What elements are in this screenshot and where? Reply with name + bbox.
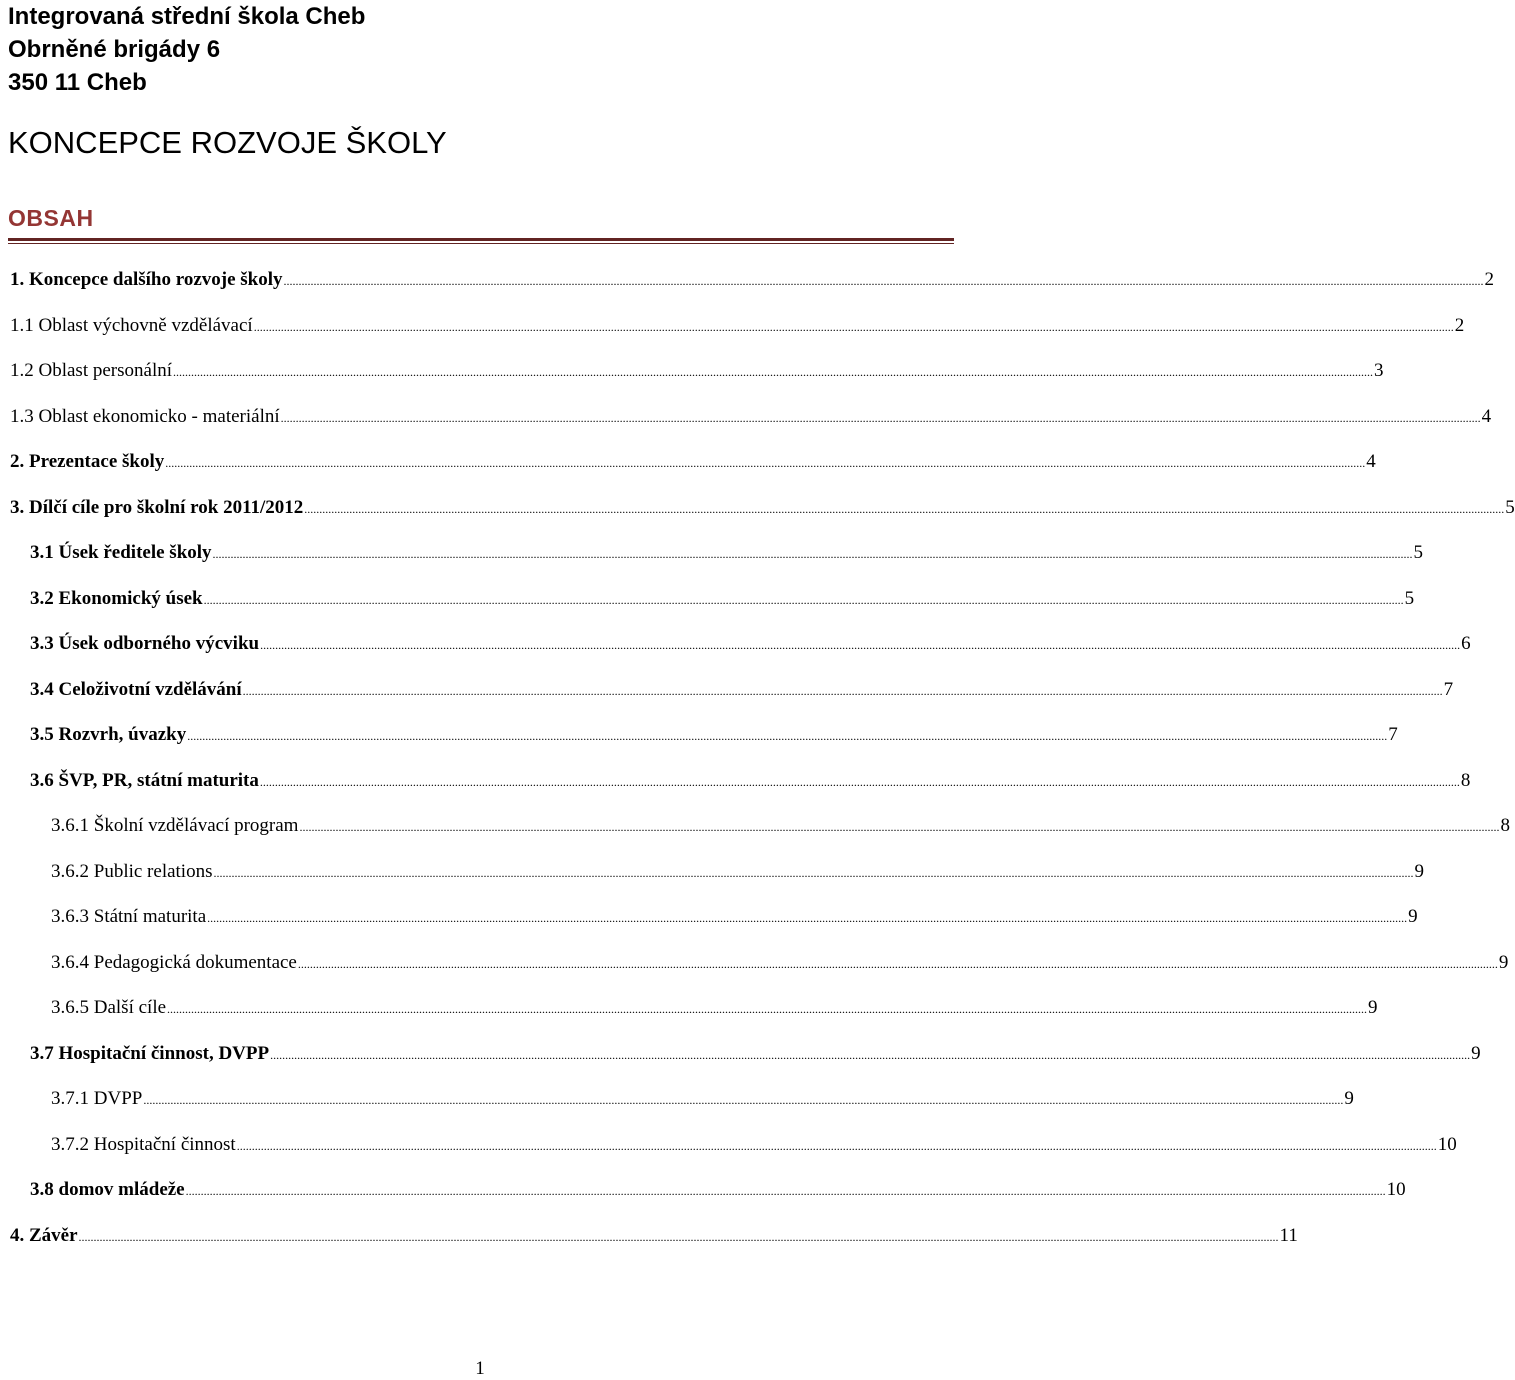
school-name: Integrovaná střední škola Cheb <box>8 3 366 30</box>
toc-entry-page: 7 <box>1443 679 1454 700</box>
toc-entry-page: 4 <box>1366 451 1376 472</box>
toc-entry[interactable] <box>30 763 1471 793</box>
toc-entry[interactable] <box>30 672 1454 702</box>
toc-entry[interactable] <box>10 262 1495 292</box>
toc-entry[interactable] <box>30 626 1471 656</box>
toc-entry[interactable] <box>30 535 1424 565</box>
toc-leader-dots: ................................................................................................................................................................................................................................................................................................................................................................................................................ <box>173 365 1374 379</box>
toc-entry-page: 9 <box>1408 906 1418 927</box>
toc-leader-dots: ................................................................................................................................................................................................................................................................................................................................................................................................................ <box>270 1048 1471 1062</box>
toc-entry[interactable] <box>51 990 1378 1020</box>
toc-leader-dots: ................................................................................................................................................................................................................................................................................................................................................................................................................ <box>203 593 1404 607</box>
toc-entry[interactable] <box>10 444 1376 474</box>
toc-entry[interactable] <box>51 945 1509 975</box>
toc-entry-page: 9 <box>1414 861 1424 882</box>
toc-entry-page: 11 <box>1279 1225 1298 1246</box>
toc-leader-dots: ................................................................................................................................................................................................................................................................................................................................................................................................................ <box>185 1184 1386 1198</box>
toc-entry-label: 1. Koncepce dalšího rozvoje školy <box>10 269 283 290</box>
toc-leader-dots: ................................................................................................................................................................................................................................................................................................................................................................................................................ <box>304 502 1505 516</box>
toc-leader-dots: ................................................................................................................................................................................................................................................................................................................................................................................................................ <box>187 729 1388 743</box>
toc-entry[interactable] <box>10 399 1492 429</box>
toc-entry-label: 3.3 Úsek odborného výcviku <box>30 633 260 654</box>
toc-entry-page: 2 <box>1484 269 1495 290</box>
page-number: 1 <box>475 1358 485 1379</box>
toc-entry-page: 4 <box>1481 406 1492 427</box>
toc-entry-page: 5 <box>1413 542 1424 563</box>
toc-entry-page: 2 <box>1454 315 1465 336</box>
toc-leader-dots: ................................................................................................................................................................................................................................................................................................................................................................................................................ <box>283 274 1484 288</box>
toc-leader-dots: ................................................................................................................................................................................................................................................................................................................................................................................................................ <box>212 547 1413 561</box>
toc-heading: OBSAH <box>8 205 94 231</box>
toc-entry-page: 10 <box>1437 1134 1457 1155</box>
toc-entry[interactable] <box>51 1081 1354 1111</box>
toc-entry-label: 3.6.4 Pedagogická dokumentace <box>51 952 297 973</box>
toc-entry-page: 3 <box>1374 360 1384 381</box>
toc-entry-label: 3.4 Celoživotní vzdělávání <box>30 679 242 700</box>
toc-entry[interactable] <box>30 581 1415 611</box>
toc-leader-dots: ................................................................................................................................................................................................................................................................................................................................................................................................................ <box>260 638 1461 652</box>
toc-entry-page: 7 <box>1388 724 1398 745</box>
document-title: KONCEPCE ROZVOJE ŠKOLY <box>8 125 447 160</box>
toc-entry[interactable] <box>30 717 1398 747</box>
toc-leader-dots: ................................................................................................................................................................................................................................................................................................................................................................................................................ <box>165 456 1366 470</box>
toc-leader-dots: ................................................................................................................................................................................................................................................................................................................................................................................................................ <box>259 775 1460 789</box>
toc-entry-label: 4. Závěr <box>10 1225 78 1246</box>
toc-entry[interactable] <box>30 1036 1481 1066</box>
heading-rule-thin <box>8 243 954 244</box>
toc-entry-label: 1.2 Oblast personální <box>10 360 173 381</box>
school-city: 350 11 Cheb <box>8 69 147 96</box>
toc-leader-dots: ................................................................................................................................................................................................................................................................................................................................................................................................................ <box>213 866 1414 880</box>
toc-entry-page: 5 <box>1404 588 1415 609</box>
toc-entry[interactable] <box>51 808 1510 838</box>
toc-entry-label: 3.6 ŠVP, PR, státní maturita <box>30 770 259 791</box>
toc-entry-label: 3.7.2 Hospitační činnost <box>51 1134 236 1155</box>
toc-entry[interactable] <box>30 1172 1406 1202</box>
school-address <box>8 0 365 99</box>
toc-entry-label: 1.1 Oblast výchovně vzdělávací <box>10 315 253 336</box>
toc-entry[interactable] <box>10 353 1384 383</box>
toc-entry-page: 9 <box>1368 997 1378 1018</box>
toc-entry[interactable] <box>10 490 1515 520</box>
toc-entry-page: 6 <box>1461 633 1471 654</box>
toc-entry[interactable] <box>10 308 1465 338</box>
toc-leader-dots: ................................................................................................................................................................................................................................................................................................................................................................................................................ <box>143 1093 1344 1107</box>
toc-leader-dots: ................................................................................................................................................................................................................................................................................................................................................................................................................ <box>242 684 1443 698</box>
school-street: Obrněné brigády 6 <box>8 36 221 63</box>
toc-entry-label: 3.1 Úsek ředitele školy <box>30 542 212 563</box>
toc-entry-label: 3. Dílčí cíle pro školní rok 2011/2012 <box>10 497 304 518</box>
toc-entry-page: 5 <box>1505 497 1515 518</box>
toc-leader-dots: ................................................................................................................................................................................................................................................................................................................................................................................................................ <box>167 1002 1368 1016</box>
toc-entry-label: 3.6.1 Školní vzdělávací program <box>51 815 299 836</box>
toc-leader-dots: ................................................................................................................................................................................................................................................................................................................................................................................................................ <box>236 1139 1437 1153</box>
toc-entry-page: 10 <box>1386 1179 1406 1200</box>
toc-entry[interactable] <box>10 1218 1298 1248</box>
toc-entry[interactable] <box>51 854 1424 884</box>
toc-entry[interactable] <box>51 1127 1457 1157</box>
toc-entry-label: 3.6.5 Další cíle <box>51 997 167 1018</box>
toc-leader-dots: ................................................................................................................................................................................................................................................................................................................................................................................................................ <box>299 820 1500 834</box>
toc-entry-label: 3.8 domov mládeže <box>30 1179 185 1200</box>
toc-entry-page: 8 <box>1460 770 1471 791</box>
toc-entry-label: 1.3 Oblast ekonomicko - materiální <box>10 406 280 427</box>
toc-entry-label: 3.7 Hospitační činnost, DVPP <box>30 1043 270 1064</box>
toc-entry[interactable] <box>51 899 1418 929</box>
toc-entry-label: 2. Prezentace školy <box>10 451 165 472</box>
toc-entry-page: 9 <box>1471 1043 1481 1064</box>
heading-rule <box>8 238 954 241</box>
toc-entry-page: 9 <box>1498 952 1509 973</box>
toc-entry-label: 3.6.3 Státní maturita <box>51 906 207 927</box>
toc-entry-label: 3.7.1 DVPP <box>51 1088 143 1109</box>
toc-entry-label: 3.2 Ekonomický úsek <box>30 588 203 609</box>
toc-leader-dots: ................................................................................................................................................................................................................................................................................................................................................................................................................ <box>280 411 1481 425</box>
toc-leader-dots: ................................................................................................................................................................................................................................................................................................................................................................................................................ <box>253 320 1454 334</box>
toc-entry-label: 3.6.2 Public relations <box>51 861 213 882</box>
toc-entry-page: 8 <box>1500 815 1510 836</box>
toc-leader-dots: ................................................................................................................................................................................................................................................................................................................................................................................................................ <box>78 1230 1279 1244</box>
toc-leader-dots: ................................................................................................................................................................................................................................................................................................................................................................................................................ <box>297 957 1498 971</box>
toc-entry-page: 9 <box>1344 1088 1354 1109</box>
toc-entry-label: 3.5 Rozvrh, úvazky <box>30 724 187 745</box>
toc-leader-dots: ................................................................................................................................................................................................................................................................................................................................................................................................................ <box>207 911 1408 925</box>
